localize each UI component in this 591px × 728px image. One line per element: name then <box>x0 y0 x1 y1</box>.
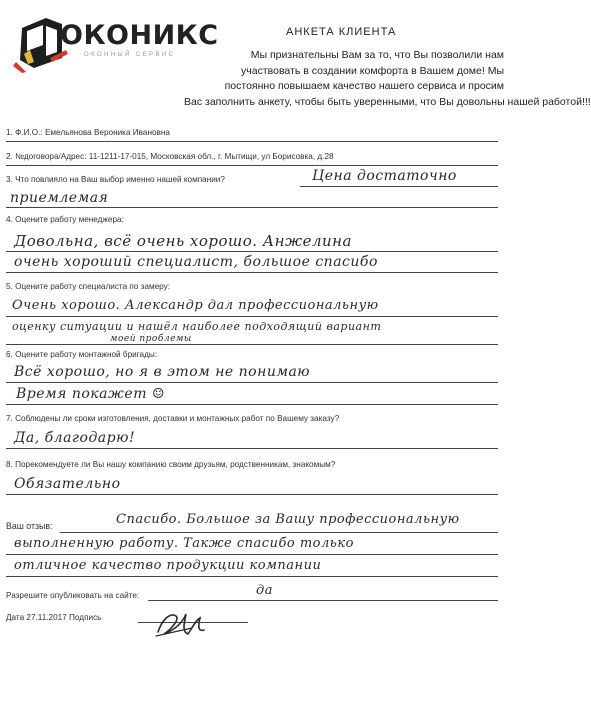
answer-line <box>6 448 498 449</box>
answer-measurer-line3: моей проблемы <box>110 334 192 344</box>
answer-line <box>148 600 498 601</box>
answer-deadlines: Да, благодарю! <box>14 430 136 446</box>
divider-line <box>6 165 498 166</box>
answer-line <box>6 316 498 317</box>
answer-choice-reason-line1: Цена достаточно <box>312 168 457 184</box>
intro-line: постоянно повышаем качество нашего сервиса и просим <box>224 80 504 92</box>
question-measurer-rating: 5. Оцените работу специалиста по замеру: <box>6 282 170 291</box>
review-line2: выполненную работу. Также спасибо только <box>14 536 354 551</box>
review-line1: Спасибо. Большое за Вашу профессиональную <box>116 512 460 527</box>
intro-line: участвовать в создании комфорта в Вашем доме! Мы <box>241 64 504 77</box>
publish-permission-answer: да <box>256 583 273 598</box>
answer-line <box>6 382 498 383</box>
answer-line <box>6 272 498 273</box>
answer-line <box>6 207 498 208</box>
answer-line <box>6 494 498 495</box>
question-choice-reason: 3. Что повлияло на Ваш выбор именно нашей компании? <box>6 175 225 184</box>
answer-install-line1: Всё хорошо, но я в этом не понимаю <box>14 364 311 380</box>
intro-text <box>184 48 591 110</box>
answer-line <box>6 576 498 577</box>
intro-line: Мы признательны Вам за то, что Вы позволили нам <box>250 49 504 61</box>
answer-line <box>6 554 498 555</box>
review-line3: отличное качество продукции компании <box>14 558 322 573</box>
answer-line <box>6 251 498 252</box>
answer-line <box>6 404 498 405</box>
signature <box>152 606 212 640</box>
answer-line <box>300 186 498 187</box>
question-deadlines: 7. Соблюдены ли сроки изготовления, доставки и монтажных работ по Вашему заказу? <box>6 414 340 423</box>
date-signature-label: Дата 27.11.2017 Подпись <box>6 613 102 622</box>
review-label: Ваш отзыв: <box>6 521 53 531</box>
question-manager-rating: 4. Оцените работу менеджера: <box>6 215 124 224</box>
field-contract-address: 2. №договора/Адрес: 11-1211-17-015, Московская обл., г. Мытищи, ул Борисовка, д.28 <box>6 152 334 161</box>
answer-choice-reason-line2: приемлемая <box>10 190 109 206</box>
answer-manager-line1: Довольна, всё очень хорошо. Анжелина <box>14 232 352 250</box>
publish-permission-label: Разрешите опубликовать на сайте: <box>6 591 140 600</box>
answer-recommend: Обязательно <box>14 476 121 492</box>
logo-wordmark: ОКОНИКС <box>60 20 219 51</box>
answer-line <box>6 344 498 345</box>
answer-manager-line2: очень хороший специалист, большое спасибо <box>14 254 378 270</box>
intro-line: Вас заполнить анкету, чтобы быть уверенными, что Вы довольны нашей работой!!! <box>184 95 591 108</box>
divider-line <box>6 141 498 142</box>
answer-measurer-line1: Очень хорошо. Александр дал профессиональную <box>12 298 379 313</box>
answer-measurer-line2: оценку ситуации и нашёл наиболее подходящий вариант <box>12 320 382 333</box>
question-install-team-rating: 6. Оцените работу монтажной бригады: <box>6 350 158 359</box>
answer-line <box>60 532 498 533</box>
answer-install-line2: Время покажет ☺ <box>16 386 165 402</box>
question-recommend: 8. Порекомендуете ли Вы нашу компанию своим друзьям, родственникам, знакомым? <box>6 460 336 469</box>
logo-tagline: ОКОННЫЙ СЕРВИС <box>84 52 176 58</box>
form-title: АНКЕТА КЛИЕНТА <box>286 26 397 38</box>
field-fio: 1. Ф.И.О.: Емельянова Вероника Ивановна <box>6 128 170 137</box>
